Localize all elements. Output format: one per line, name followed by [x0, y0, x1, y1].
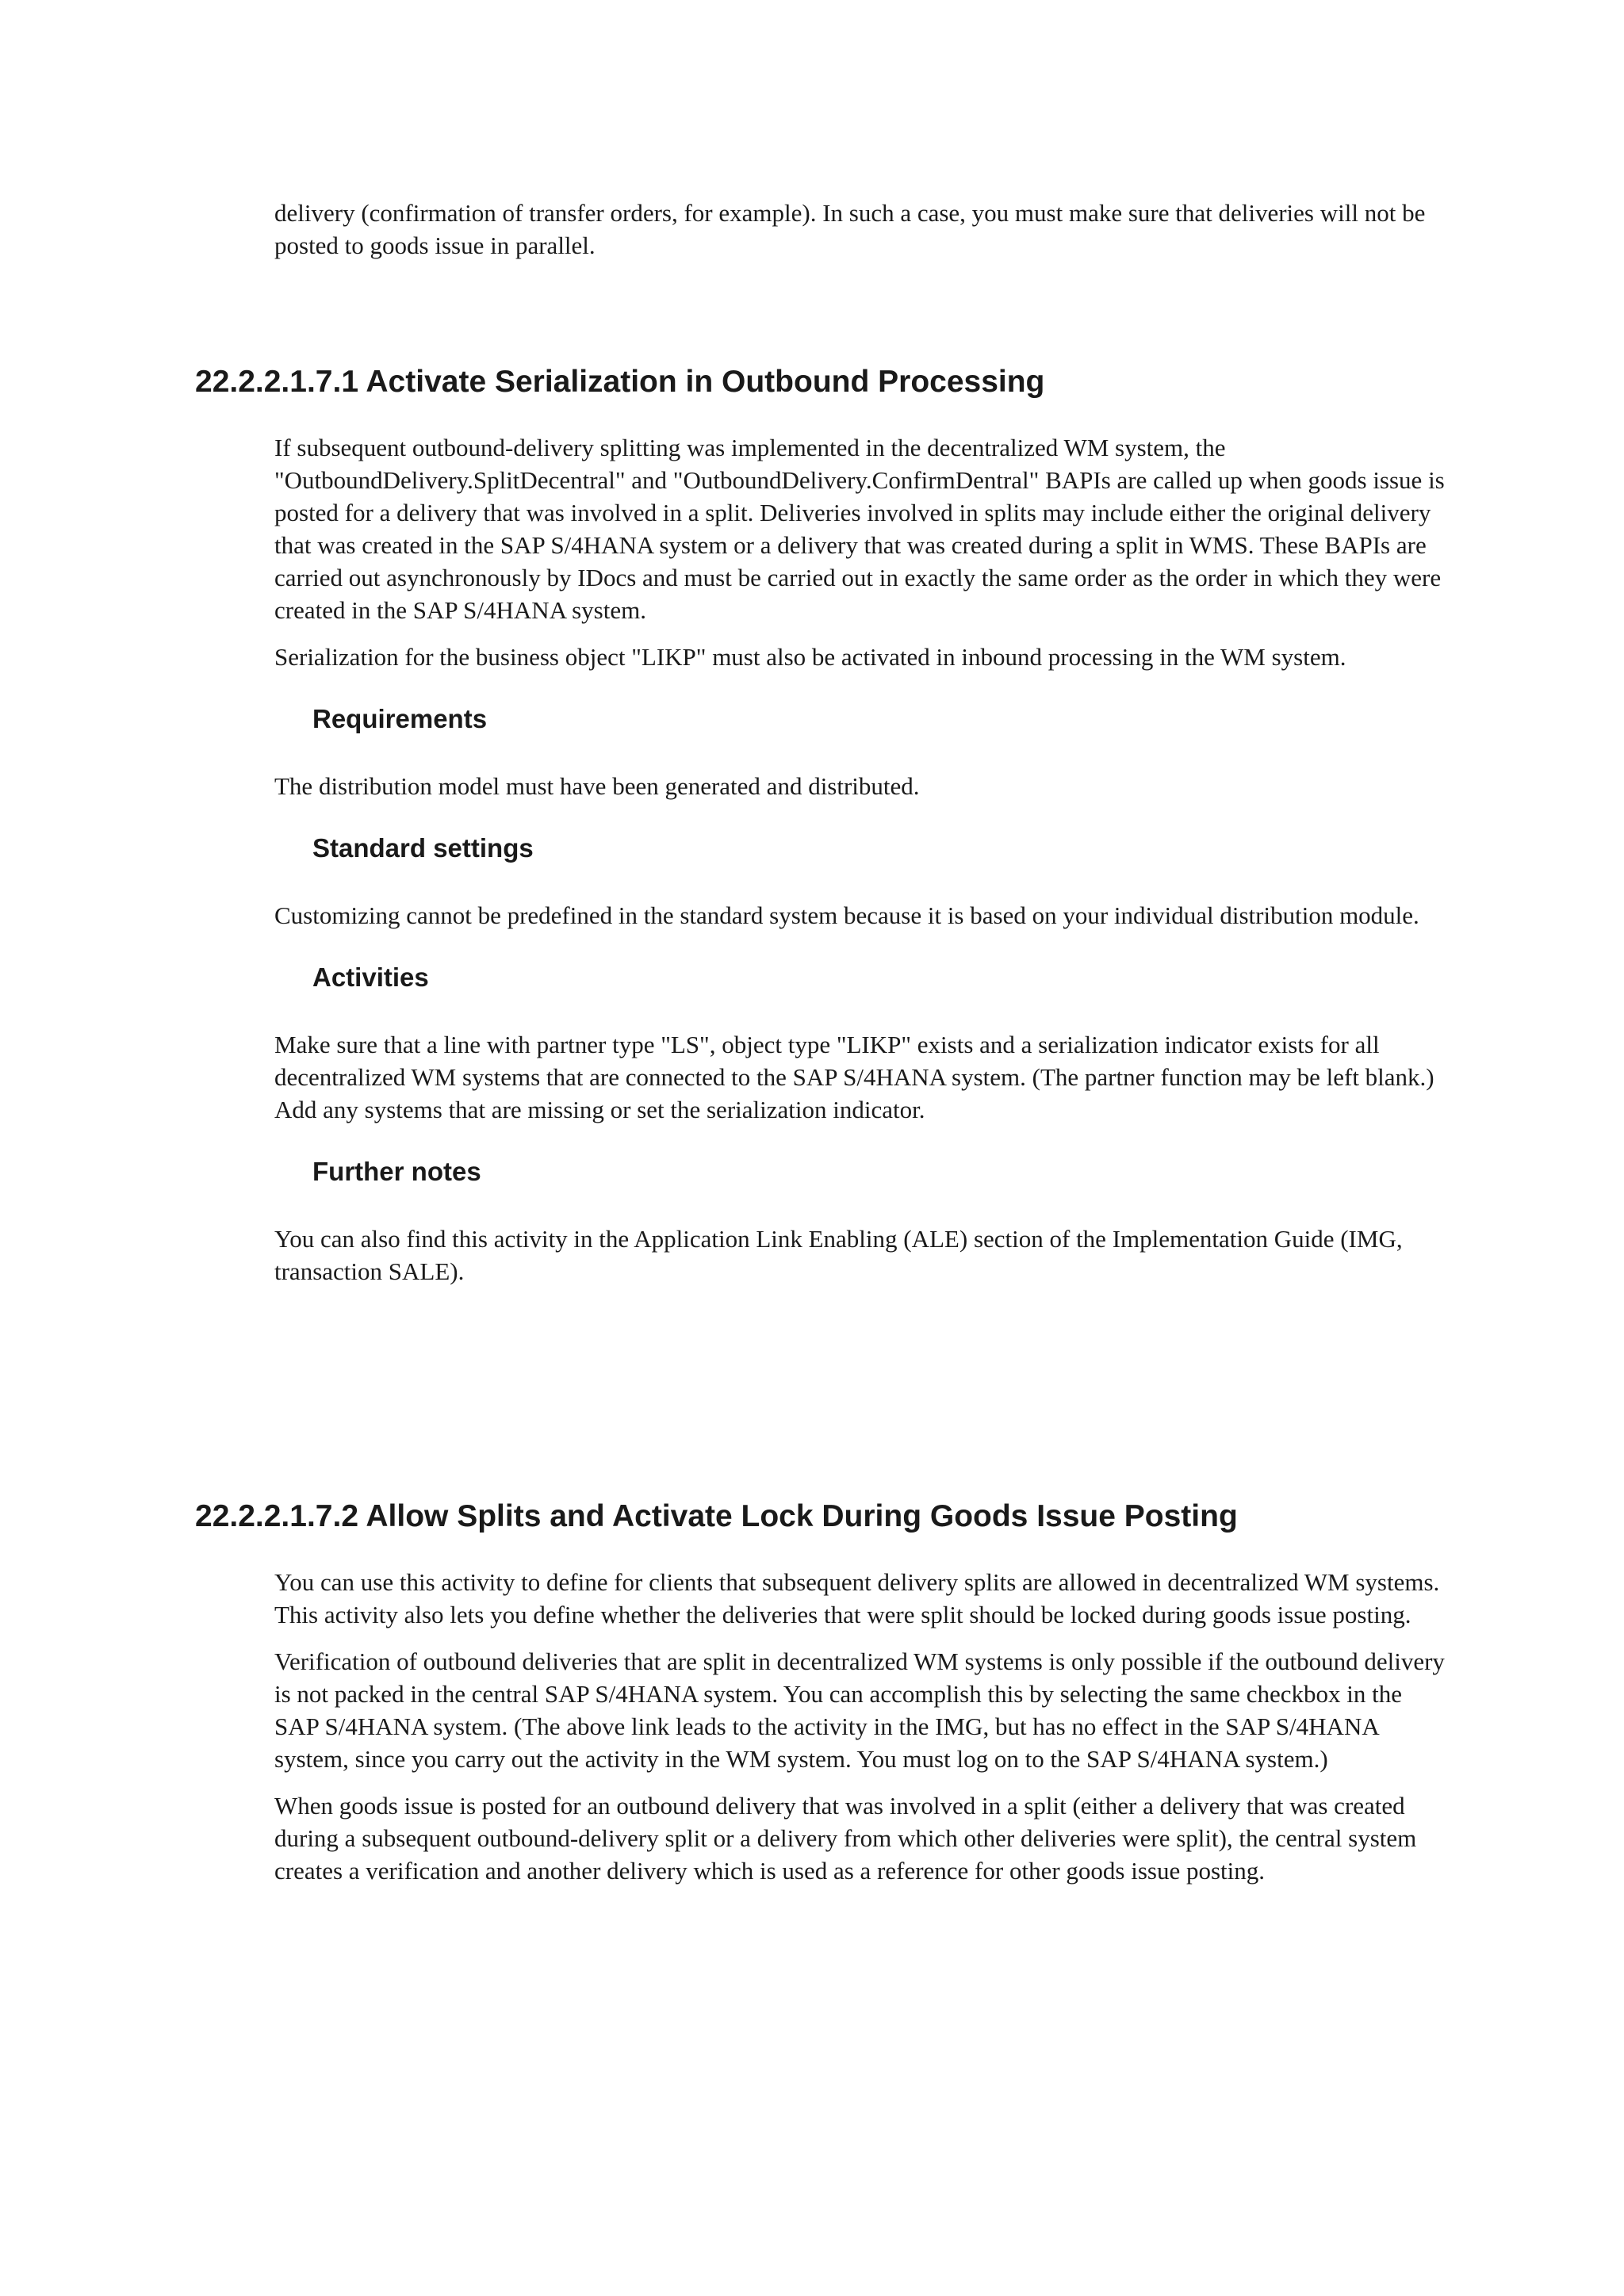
requirements-text: The distribution model must have been generated and distributed. [274, 772, 920, 800]
activities-text: Make sure that a line with partner type "LS", object type "LIKP" exists and a serialization indicator exists for all decentralized WM systems that are connected to the SAP S/4HANA system. (The partner function may be left blank.) Add any systems that are missing or set the serialization indicator. [274, 1031, 1434, 1123]
section-2-paragraph-2: Verification of outbound deliveries that are split in decentralized WM systems is only possible if the outbound delivery is not packed in the central SAP S/4HANA system. You can accomplish this by selecting the same checkbox in the SAP S/4HANA system. (The above link leads to the activity in the IMG, but has no effect in the SAP S/4HANA system, since you carry out the activity in the WM system. You must log on to the SAP S/4HANA system.) [274, 1647, 1445, 1773]
section-1-body [274, 431, 1448, 1302]
section-2-paragraph-3: When goods issue is posted for an outbound delivery that was involved in a split (either a delivery that was created during a subsequent outbound-delivery split or a delivery from which other deliveries were split), the central system creates a verification and another delivery which is used as a reference for other goods issue posting. [274, 1792, 1417, 1885]
section-1-paragraph-1: If subsequent outbound-delivery splitting was implemented in the decentralized WM system, the "OutboundDelivery.SplitDecentral" and "OutboundDelivery.ConfirmDentral" BAPIs are called up when goods issue is posted for a delivery that was involved in a split. Deliveries involved in splits may include either the original delivery that was created in the SAP S/4HANA system or a delivery that was created during a split in WMS. These BAPIs are carried out asynchronously by IDocs and must be carried out in exactly the same order as the order in which they were created in the SAP S/4HANA system. [274, 434, 1445, 624]
further-notes-heading: Further notes [312, 1157, 481, 1186]
section-2-paragraph-1: You can use this activity to define for clients that subsequent delivery splits are allowed in decentralized WM systems. This activity also lets you define whether the deliveries that were split should be locked during goods issue posting. [274, 1568, 1440, 1628]
section-1-paragraph-2: Serialization for the business object "LIKP" must also be activated in inbound processing in the WM system. [274, 643, 1346, 671]
section-1-heading: 22.2.2.1.7.1 Activate Serialization in Outbound Processing [195, 365, 1045, 399]
section-2-heading: 22.2.2.1.7.2 Allow Splits and Activate Lock During Goods Issue Posting [195, 1499, 1238, 1533]
further-notes-text: You can also find this activity in the Application Link Enabling (ALE) section of the Implementation Guide (IMG, transaction SALE). [274, 1225, 1403, 1285]
standard-settings-text: Customizing cannot be predefined in the standard system because it is based on your individual distribution module. [274, 901, 1419, 929]
standard-settings-heading: Standard settings [312, 833, 534, 863]
intro-paragraph: delivery (confirmation of transfer orders, for example). In such a case, you must make sure that deliveries will not be posted to goods issue in parallel. [274, 199, 1426, 259]
activities-heading: Activities [312, 962, 429, 992]
section-2-body [274, 1566, 1448, 1901]
requirements-heading: Requirements [312, 704, 488, 733]
